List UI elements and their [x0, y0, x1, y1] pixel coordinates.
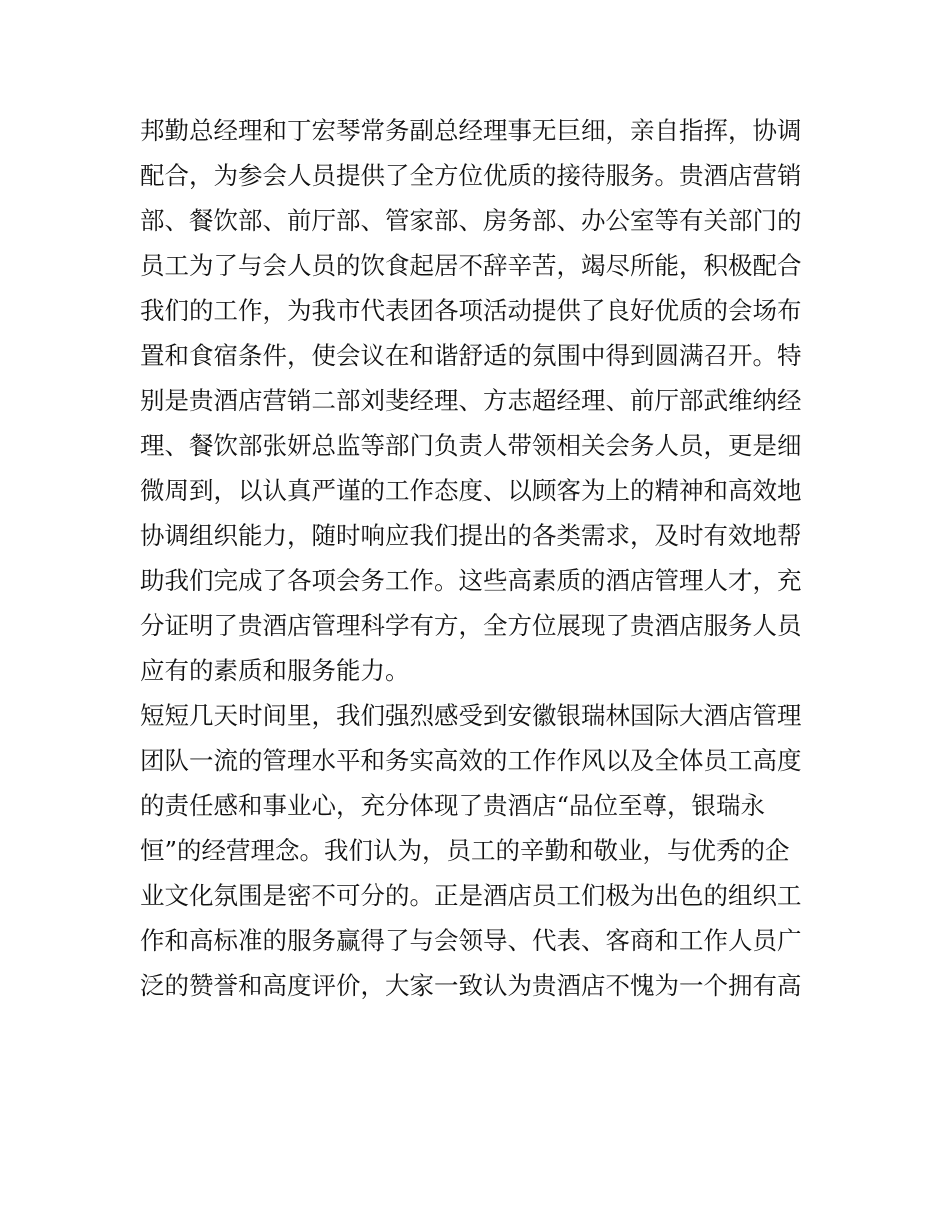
text-line: 助我们完成了各项会务工作。这些高素质的酒店管理人才，充: [140, 566, 802, 595]
text-line: 邦勤总经理和丁宏琴常务副总经理事无巨细，亲自指挥，协调: [140, 116, 802, 145]
text-line: 部、餐饮部、前厅部、管家部、房务部、办公室等有关部门的: [140, 206, 802, 235]
text-line: 分证明了贵酒店管理科学有方，全方位展现了贵酒店服务人员: [140, 611, 802, 640]
text-line: 短短几天时间里，我们强烈感受到安徽银瑞林国际大酒店管理: [140, 701, 802, 730]
body-text: [140, 108, 820, 1008]
text-line: 恒”的经营理念。我们认为，员工的辛勤和敬业，与优秀的企: [140, 836, 790, 865]
text-line: 置和食宿条件，使会议在和谐舒适的氛围中得到圆满召开。特: [140, 341, 802, 370]
text-line: 配合，为参会人员提供了全方位优质的接待服务。贵酒店营销: [140, 161, 802, 190]
text-line: 别是贵酒店营销二部刘斐经理、方志超经理、前厅部武维纳经: [140, 386, 802, 415]
text-line: 我们的工作，为我市代表团各项活动提供了良好优质的会场布: [140, 296, 802, 325]
text-line: 业文化氛围是密不可分的。正是酒店员工们极为出色的组织工: [140, 881, 802, 910]
text-line: 的责任感和事业心，充分体现了贵酒店“品位至尊，银瑞永: [140, 791, 766, 820]
text-line: 微周到，以认真严谨的工作态度、以顾客为上的精神和高效地: [140, 476, 802, 505]
text-line: 协调组织能力，随时响应我们提出的各类需求，及时有效地帮: [140, 521, 802, 550]
text-line: 理、餐饮部张妍总监等部门负责人带领相关会务人员，更是细: [140, 431, 802, 460]
text-line: 泛的赞誉和高度评价，大家一致认为贵酒店不愧为一个拥有高: [140, 971, 802, 1000]
text-line: 作和高标准的服务赢得了与会领导、代表、客商和工作人员广: [140, 926, 802, 955]
text-line: 应有的素质和服务能力。: [140, 656, 410, 685]
text-line: 团队一流的管理水平和务实高效的工作作风以及全体员工高度: [140, 746, 802, 775]
text-line: 员工为了与会人员的饮食起居不辞辛苦，竭尽所能，积极配合: [140, 251, 802, 280]
